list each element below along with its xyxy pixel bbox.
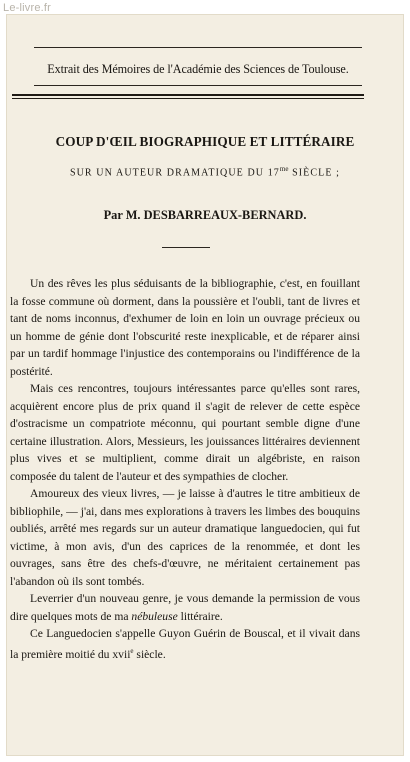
header-thin-rule xyxy=(12,98,364,99)
article-title: COUP D'ŒIL BIOGRAPHIQUE ET LITTÉRAIRE xyxy=(55,134,355,149)
article-body xyxy=(10,275,360,663)
paragraph-4-end: littéraire. xyxy=(177,609,223,623)
century-numeral: xvii xyxy=(112,647,131,661)
subtitle-end: SIÈCLE ; xyxy=(288,167,341,179)
paragraph-4 xyxy=(10,590,360,625)
separator-rule xyxy=(162,247,210,248)
extract-bottom-rule xyxy=(34,85,362,86)
paragraph-1: Un des rêves les plus séduisants de la bibliographie, c'est, en fouillant la fosse commune où dorment, dans la poussière et l'oubli, tant de livres et tant de noms inconnus, d'exhumer de loin en loin un ouvrage précieux ou un homme de génie dont l'obscurité reste inexplicable, et de réparer ainsi par un tardif hommage l'injustice des contemporains ou l'indifférence de la postérité. xyxy=(10,277,360,378)
paragraph-5 xyxy=(10,625,360,663)
paragraph-5-end: siècle. xyxy=(133,647,166,661)
paragraph-5-text: Ce Languedocien s'appelle Guyon Guérin de Bouscal, et il vivait dans la première moitié du xyxy=(10,627,360,661)
subtitle-superscript: me xyxy=(279,165,289,173)
century-superscript: e xyxy=(130,646,134,655)
author-line: Par M. DESBARREAUX-BERNARD. xyxy=(103,208,307,222)
book-page xyxy=(6,14,404,756)
subtitle-text: SUR UN AUTEUR DRAMATIQUE DU 17 xyxy=(69,167,280,179)
nebuleuse-word: nébuleuse xyxy=(131,609,178,623)
paragraph-2: Mais ces rencontres, toujours intéressantes parce qu'elles sont rares, acquièrent encore plus de prix quand il s'agit de relever de cette espèce d'ostracisme un compatriote méconnu, qui pourtant semble digne d'une certaine illustration. Alors, Messieurs, les jouissances littéraires deviennent plus vives et se multiplient, comme dirait un algébriste, en raison composée du talent de l'auteur et des sympathies de clocher. xyxy=(10,382,360,483)
header-thick-rule xyxy=(12,94,364,96)
extract-title: Extrait des Mémoires de l'Académie des Sciences de Toulouse. xyxy=(47,62,349,76)
extract-top-rule xyxy=(34,47,362,48)
article-subtitle xyxy=(6,165,404,178)
paragraph-4-text: Leverrier d'un nouveau genre, je vous demande la permission de vous dire quelques mots de ma xyxy=(10,592,360,623)
paragraph-3: Amoureux des vieux livres, — je laisse à d'autres le titre ambitieux de bibliophile, — j'ai, dans mes explorations à travers les limbes des bouquins oubliés, arrêté mes regards sur un auteur dramatique languedocien, qui fut victime, à mon avis, d'un des caprices de la renommée, et dont les ouvrages, sans être des chefs-d'œuvre, ne méritaient certainement pas l'abandon où ils sont tombés. xyxy=(10,487,360,588)
watermark: Le-livre.fr xyxy=(3,2,52,14)
